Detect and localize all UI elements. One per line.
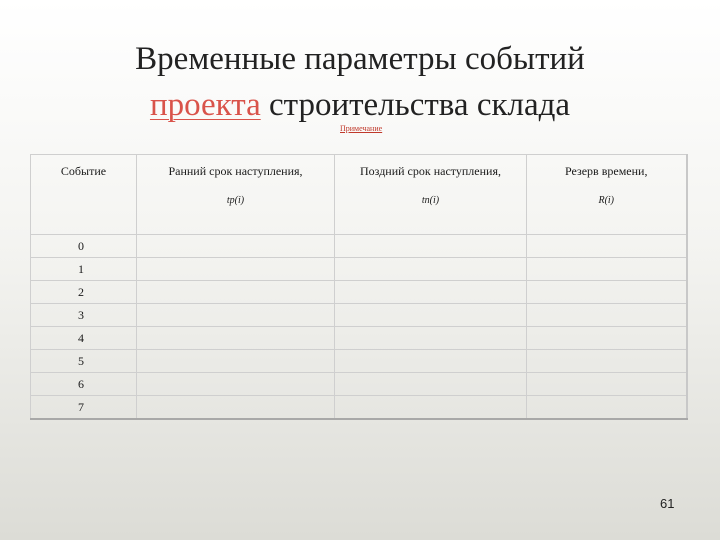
early-cell[interactable] — [137, 235, 335, 258]
table-row — [31, 373, 687, 396]
header-time-reserve — [527, 155, 687, 235]
reserve-cell[interactable] — [527, 373, 687, 396]
header-label: Ранний срок наступления, — [168, 164, 303, 178]
table-row — [31, 350, 687, 373]
table-row — [31, 281, 687, 304]
event-cell: 2 — [31, 281, 137, 304]
table-row — [31, 304, 687, 327]
reserve-cell[interactable] — [527, 304, 687, 327]
late-cell[interactable] — [335, 350, 527, 373]
event-cell: 7 — [31, 396, 137, 420]
title-line-1: Временные параметры событий — [135, 41, 585, 77]
event-cell: 5 — [31, 350, 137, 373]
table-row — [31, 235, 687, 258]
slide-title — [0, 36, 720, 128]
table-row — [31, 327, 687, 350]
table-row — [31, 396, 687, 420]
late-cell[interactable] — [335, 304, 527, 327]
title-line-2 — [0, 82, 720, 128]
early-cell[interactable] — [137, 327, 335, 350]
header-event — [31, 155, 137, 235]
event-cell: 1 — [31, 258, 137, 281]
late-cell[interactable] — [335, 373, 527, 396]
header-label: Резерв времени, — [565, 164, 648, 178]
small-link[interactable]: Примечание — [340, 124, 383, 133]
late-cell[interactable] — [335, 235, 527, 258]
table-row — [31, 258, 687, 281]
event-cell: 0 — [31, 235, 137, 258]
header-early-time — [137, 155, 335, 235]
reserve-cell[interactable] — [527, 235, 687, 258]
late-cell[interactable] — [335, 281, 527, 304]
page-number: 61 — [660, 496, 675, 511]
header-symbol: tп(i) — [421, 195, 440, 206]
header-label: Поздний срок наступления, — [360, 164, 501, 178]
reserve-cell[interactable] — [527, 258, 687, 281]
reserve-cell[interactable] — [527, 327, 687, 350]
early-cell[interactable] — [137, 396, 335, 420]
table-header-row — [31, 155, 687, 235]
event-cell: 6 — [31, 373, 137, 396]
header-symbol: R(i) — [598, 195, 615, 206]
event-cell: 4 — [31, 327, 137, 350]
header-symbol: tр(i) — [226, 195, 245, 206]
late-cell[interactable] — [335, 327, 527, 350]
reserve-cell[interactable] — [527, 281, 687, 304]
late-cell[interactable] — [335, 258, 527, 281]
reserve-cell[interactable] — [527, 396, 687, 420]
reserve-cell[interactable] — [527, 350, 687, 373]
early-cell[interactable] — [137, 258, 335, 281]
event-cell: 3 — [31, 304, 137, 327]
early-cell[interactable] — [137, 304, 335, 327]
early-cell[interactable] — [137, 350, 335, 373]
header-late-time — [335, 155, 527, 235]
early-cell[interactable] — [137, 373, 335, 396]
project-link[interactable]: проекта — [149, 87, 261, 123]
event-parameters-table — [30, 154, 688, 420]
title-line-2-rest: строительства склада — [260, 87, 571, 123]
late-cell[interactable] — [335, 396, 527, 420]
early-cell[interactable] — [137, 281, 335, 304]
header-label: Событие — [60, 164, 107, 178]
